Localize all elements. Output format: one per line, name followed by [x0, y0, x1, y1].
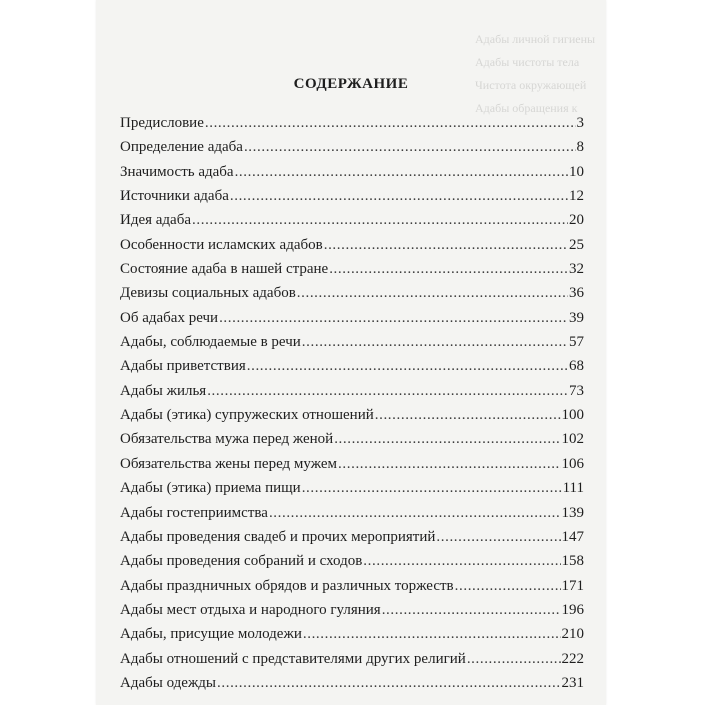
toc-entry-label: Определение адаба — [120, 139, 243, 156]
toc-entry-label: Адабы мест отдыха и народного гуляния — [120, 601, 381, 618]
toc-entry-label: Источники адаба — [120, 188, 229, 205]
toc-entry — [120, 354, 584, 378]
toc-entry-page-number: 68 — [569, 358, 584, 375]
toc-entry-page-number: 210 — [561, 626, 584, 643]
toc-entry — [120, 135, 584, 159]
bleed-through-text — [475, 28, 605, 120]
toc-entry-label: Адабы гостеприимства — [120, 504, 268, 521]
dot-leader — [363, 549, 560, 573]
toc-entry-page-number: 102 — [561, 431, 584, 448]
toc-entry-page-number: 8 — [576, 139, 584, 156]
toc-entry-page-number: 12 — [569, 188, 584, 205]
toc-entry-page-number: 111 — [562, 480, 584, 497]
toc-entry-page-number: 32 — [569, 261, 584, 278]
toc-entry-label: Адабы, соблюдаемые в речи — [120, 334, 301, 351]
dot-leader — [235, 160, 568, 184]
toc-entry — [120, 379, 584, 403]
dot-leader — [269, 501, 561, 525]
toc-entry-page-number: 158 — [561, 553, 584, 570]
dot-leader — [324, 233, 568, 257]
toc-entry — [120, 476, 584, 500]
toc-entry-page-number: 106 — [561, 455, 584, 472]
toc-entry-label: Адабы приветствия — [120, 358, 246, 375]
dot-leader — [436, 525, 560, 549]
toc-entry — [120, 598, 584, 622]
toc-entry — [120, 257, 584, 281]
toc-entry-label: Состояние адаба в нашей стране — [120, 261, 329, 278]
dot-leader — [334, 427, 560, 451]
toc-entry-page-number: 171 — [561, 577, 584, 594]
toc-entry — [120, 452, 584, 476]
toc-entry — [120, 622, 584, 646]
bleed-through-line: Адабы чистоты тела — [475, 55, 580, 69]
dot-leader — [302, 476, 562, 500]
dot-leader — [302, 330, 568, 354]
dot-leader — [230, 184, 568, 208]
dot-leader — [455, 574, 561, 598]
toc-entry-page-number: 222 — [561, 650, 584, 667]
toc-entry-label: Идея адаба — [120, 212, 192, 229]
toc-title: СОДЕРЖАНИЕ — [293, 76, 409, 92]
toc-entry — [120, 233, 584, 257]
toc-entry-page-number: 73 — [569, 382, 584, 399]
toc-entry-label: Адабы праздничных обрядов и различных торжеств — [120, 577, 454, 594]
toc-entry-page-number: 20 — [569, 212, 584, 229]
toc-entry — [120, 549, 584, 573]
toc-entry-page-number: 139 — [561, 504, 584, 521]
toc-entry-page-number: 57 — [569, 334, 584, 351]
toc-entry-label: Предисловие — [120, 115, 204, 131]
toc-entry-label: Особенности исламских адабов — [120, 236, 323, 253]
dot-leader — [297, 281, 568, 305]
dot-leader — [205, 111, 576, 135]
dot-leader — [375, 403, 561, 427]
toc-entry — [120, 306, 584, 330]
toc-entry — [120, 427, 584, 451]
toc-list — [120, 111, 584, 695]
dot-leader — [467, 647, 561, 671]
toc-entry-label: Значимость адаба — [120, 163, 234, 180]
toc-entry-page-number: 10 — [569, 163, 584, 180]
toc-entry-label: Адабы, присущие молодежи — [120, 626, 302, 643]
toc-entry — [120, 160, 584, 184]
dot-leader — [338, 452, 560, 476]
toc-entry-page-number: 39 — [569, 309, 584, 326]
dot-leader — [244, 135, 576, 159]
dot-leader — [382, 598, 561, 622]
toc-entry-label: Адабы (этика) приема пищи — [120, 480, 301, 497]
toc-entry-label: Адабы одежды — [120, 674, 217, 691]
toc-entry-page-number: 147 — [561, 528, 584, 545]
toc-entry — [120, 281, 584, 305]
toc-entry — [120, 501, 584, 525]
bleed-through-line: Чистота окружающей — [475, 78, 587, 92]
bleed-through-line: Адабы личной гигиены — [475, 32, 596, 46]
bleed-through-line: Адабы обращения к — [475, 101, 578, 115]
dot-leader — [192, 208, 568, 232]
toc-entry-page-number: 36 — [569, 285, 584, 302]
toc-entry — [120, 403, 584, 427]
toc-entry-label: Девизы социальных адабов — [120, 285, 296, 302]
toc-entry-label: Обязательства жены перед мужем — [120, 455, 338, 472]
dot-leader — [219, 306, 568, 330]
toc-entry-label: Адабы (этика) супружеских отношений — [120, 407, 374, 424]
toc-entry-page-number: 25 — [569, 236, 584, 253]
toc-entry-label: Обязательства мужа перед женой — [120, 431, 334, 448]
dot-leader — [207, 379, 568, 403]
toc-entry-page-number: 196 — [561, 601, 584, 618]
toc-entry-label: Адабы отношений с представителями других религий — [120, 650, 466, 667]
dot-leader — [329, 257, 568, 281]
toc-entry-label: Адабы жилья — [120, 382, 207, 399]
toc-entry — [120, 574, 584, 598]
dot-leader — [247, 354, 568, 378]
toc-entry-page-number: 3 — [576, 115, 584, 131]
toc-entry-label: Адабы проведения свадеб и прочих мероприятий — [120, 528, 436, 545]
toc-entry-page-number: 231 — [561, 674, 584, 691]
toc-entry — [120, 208, 584, 232]
toc-entry — [120, 525, 584, 549]
toc-entry-page-number: 100 — [561, 407, 584, 424]
toc-entry — [120, 647, 584, 671]
toc-entry-label: Об адабах речи — [120, 309, 219, 326]
toc-entry — [120, 330, 584, 354]
toc-entry — [120, 111, 584, 135]
dot-leader — [303, 622, 561, 646]
toc-entry — [120, 184, 584, 208]
dot-leader — [217, 671, 560, 695]
toc-entry-label: Адабы проведения собраний и сходов — [120, 553, 363, 570]
toc-entry — [120, 671, 584, 695]
